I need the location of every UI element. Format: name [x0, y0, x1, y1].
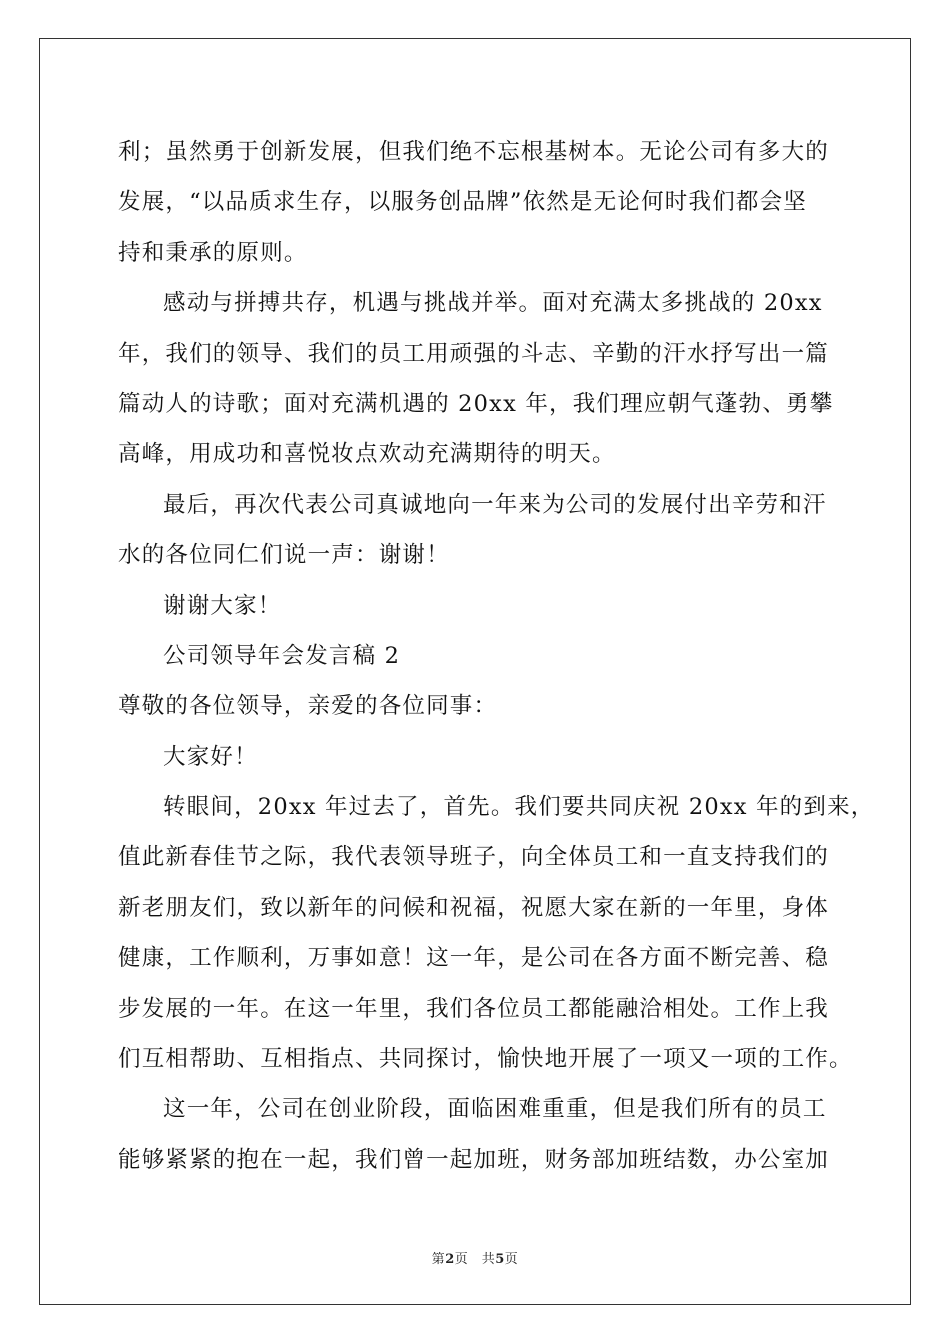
section-title: 公司领导年会发言稿 2 — [163, 642, 401, 669]
text-line: 们互相帮助、互相指点、共同探讨，愉快地开展了一项又一项的工作。 — [118, 1046, 853, 1073]
text-line: 新老朋友们，致以新年的问候和祝福，祝愿大家在新的一年里，身体 — [118, 894, 830, 921]
text-line: 能够紧紧的抱在一起，我们曾一起加班，财务部加班结数，办公室加 — [118, 1146, 830, 1173]
text-line: 篇动人的诗歌；面对充满机遇的 20xx 年，我们理应朝气蓬勃、勇攀 — [118, 390, 834, 417]
text-line: 利；虽然勇于创新发展，但我们绝不忘根基树本。无论公司有多大的 — [118, 139, 830, 165]
text-line: 持和秉承的原则。 — [118, 239, 308, 266]
text-line: 年，我们的领导、我们的员工用顽强的斗志、辛勤的汗水抒写出一篇 — [118, 340, 830, 367]
text-line: 发展，“以品质求生存，以服务创品牌”依然是无论何时我们都会坚 — [118, 189, 808, 216]
footer-mid: 页 共 — [454, 1252, 496, 1267]
text-line: 水的各位同仁们说一声：谢谢！ — [118, 542, 450, 569]
paragraph-start: 转眼间，20xx 年过去了，首先。我们要共同庆祝 20xx 年的到来， — [163, 794, 875, 821]
closing-thanks: 谢谢大家！ — [163, 592, 282, 619]
paragraph-start: 感动与拼搏共存，机遇与挑战并举。面对充满太多挑战的 20xx — [163, 290, 823, 317]
footer-prefix: 第 — [431, 1252, 446, 1267]
text-line: 值此新春佳节之际，我代表领导班子，向全体员工和一直支持我们的 — [118, 844, 830, 871]
text-line: 健康，工作顺利，万事如意！这一年，是公司在各方面不断完善、稳 — [118, 945, 830, 972]
greeting: 大家好！ — [163, 743, 258, 770]
page-footer — [0, 1248, 950, 1267]
text-line: 步发展的一年。在这一年里，我们各位员工都能融洽相处。工作上我 — [118, 995, 830, 1022]
salutation: 尊敬的各位领导，亲爱的各位同事： — [118, 693, 498, 720]
document-body — [118, 127, 875, 1185]
current-page-number: 2 — [445, 1252, 455, 1267]
paragraph-start: 最后，再次代表公司真诚地向一年来为公司的发展付出辛劳和汗 — [163, 491, 827, 518]
text-line: 高峰，用成功和喜悦妆点欢动充满期待的明天。 — [118, 441, 616, 468]
paragraph-start: 这一年，公司在创业阶段，面临困难重重，但是我们所有的员工 — [163, 1096, 827, 1123]
total-page-number: 5 — [495, 1252, 505, 1267]
footer-suffix: 页 — [504, 1252, 519, 1267]
